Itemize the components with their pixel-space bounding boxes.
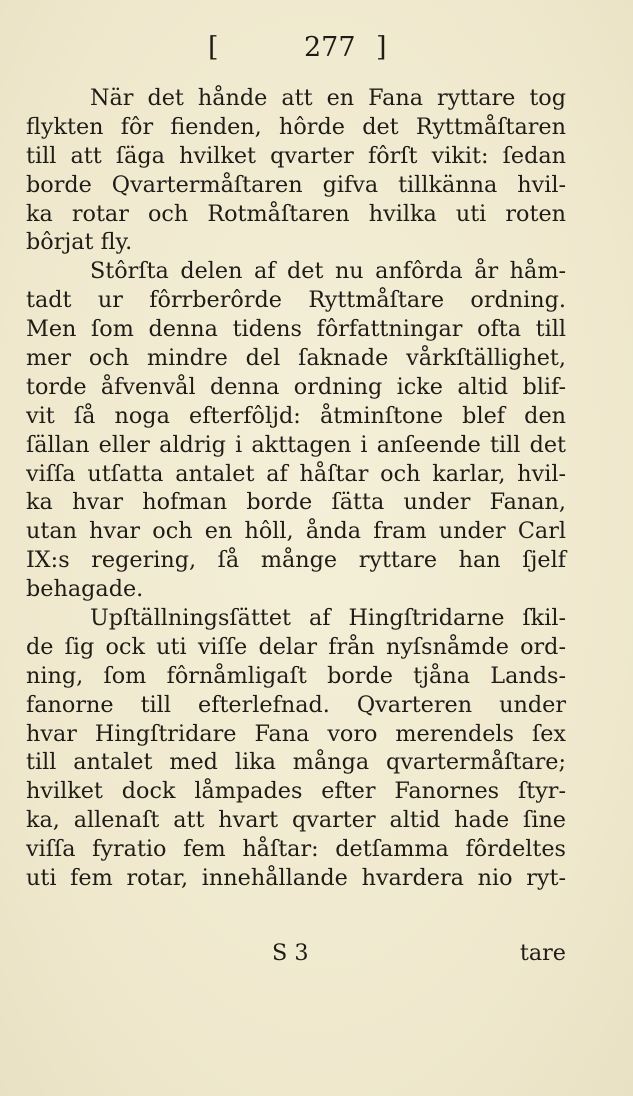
text-line: uti fem rotar, innehållande hvardera nio ryt- (26, 865, 566, 892)
text-line: Men ſom denna tidens fôrfattningar ofta till (26, 316, 566, 343)
page-header (0, 32, 633, 72)
text-line: till att ſäga hvilket qvarter fôrſt vikit: ſedan (26, 142, 566, 169)
text-line: viſſa fyratio fem håſtar: detſamma fôrdeltes (26, 836, 566, 863)
text-line: ka rotar och Rotmåſtaren hvilka uti roten (26, 200, 566, 227)
text-line: ſällan eller aldrig i akttagen i anſeende till det (26, 431, 566, 458)
text-line: hvilket dock låmpades efter Fanornes ſtyr- (26, 778, 566, 805)
text-line: de ſig ock uti viſſe delar från nyſsnåmde ord- (26, 633, 566, 660)
text-line: Stôrſta delen af det nu anfôrda år håm- (90, 258, 566, 285)
text-line: bôrjat fly. (26, 229, 133, 256)
header-bracket-left: [ (208, 32, 219, 63)
text-line: hvar Hingſtridare Fana voro merendels ſex (26, 720, 566, 747)
text-line: ka, allenaſt att hvart qvarter altid hade ſine (26, 807, 566, 834)
text-line: flykten fôr fienden, hôrde det Ryttmåſtaren (26, 113, 566, 140)
header-bracket-right: ] (376, 32, 387, 63)
text-line: borde Qvartermåſtaren gifva tillkänna hvil- (26, 171, 566, 198)
text-line: vit ſå noga efterfôljd: åtminſtone blef den (26, 402, 566, 429)
signature-mark: S 3 (272, 940, 309, 966)
text-line: tadt ur fôrrberôrde Ryttmåſtare ordning. (26, 287, 566, 314)
text-line: till antalet med lika många qvartermåſtare; (26, 749, 566, 776)
text-line: utan hvar och en hôll, ånda fram under Carl (26, 518, 566, 545)
paragraph-3 (26, 604, 566, 893)
text-line: viſſa utſatta antalet af håſtar och karlar, hvil- (26, 460, 566, 487)
text-line: Upſtällningsſättet af Hingſtridarne ſkil- (90, 605, 566, 632)
text-line: När det hånde att en Fana ryttare tog (90, 85, 566, 111)
page-number: 277 (304, 32, 356, 63)
text-line: ka hvar hofman borde ſätta under Fanan, (26, 489, 566, 516)
text-line: torde åfvenvål denna ordning icke altid blif- (26, 373, 566, 400)
body-text (26, 84, 566, 893)
page-footer (26, 940, 566, 972)
text-line: IX:s regering, ſå månge ryttare han ſjelf (26, 547, 566, 574)
text-line: behagade. (26, 576, 144, 603)
catchword: tare (519, 940, 566, 966)
text-line: mer och mindre del ſaknade vårkſtällighet, (26, 345, 566, 372)
text-line: ning, ſom fôrnåmligaſt borde tjåna Lands- (26, 662, 566, 689)
paragraph-1 (26, 84, 566, 257)
paragraph-2 (26, 257, 566, 604)
text-line: fanorne till efterlefnad. Qvarteren under (26, 691, 566, 718)
